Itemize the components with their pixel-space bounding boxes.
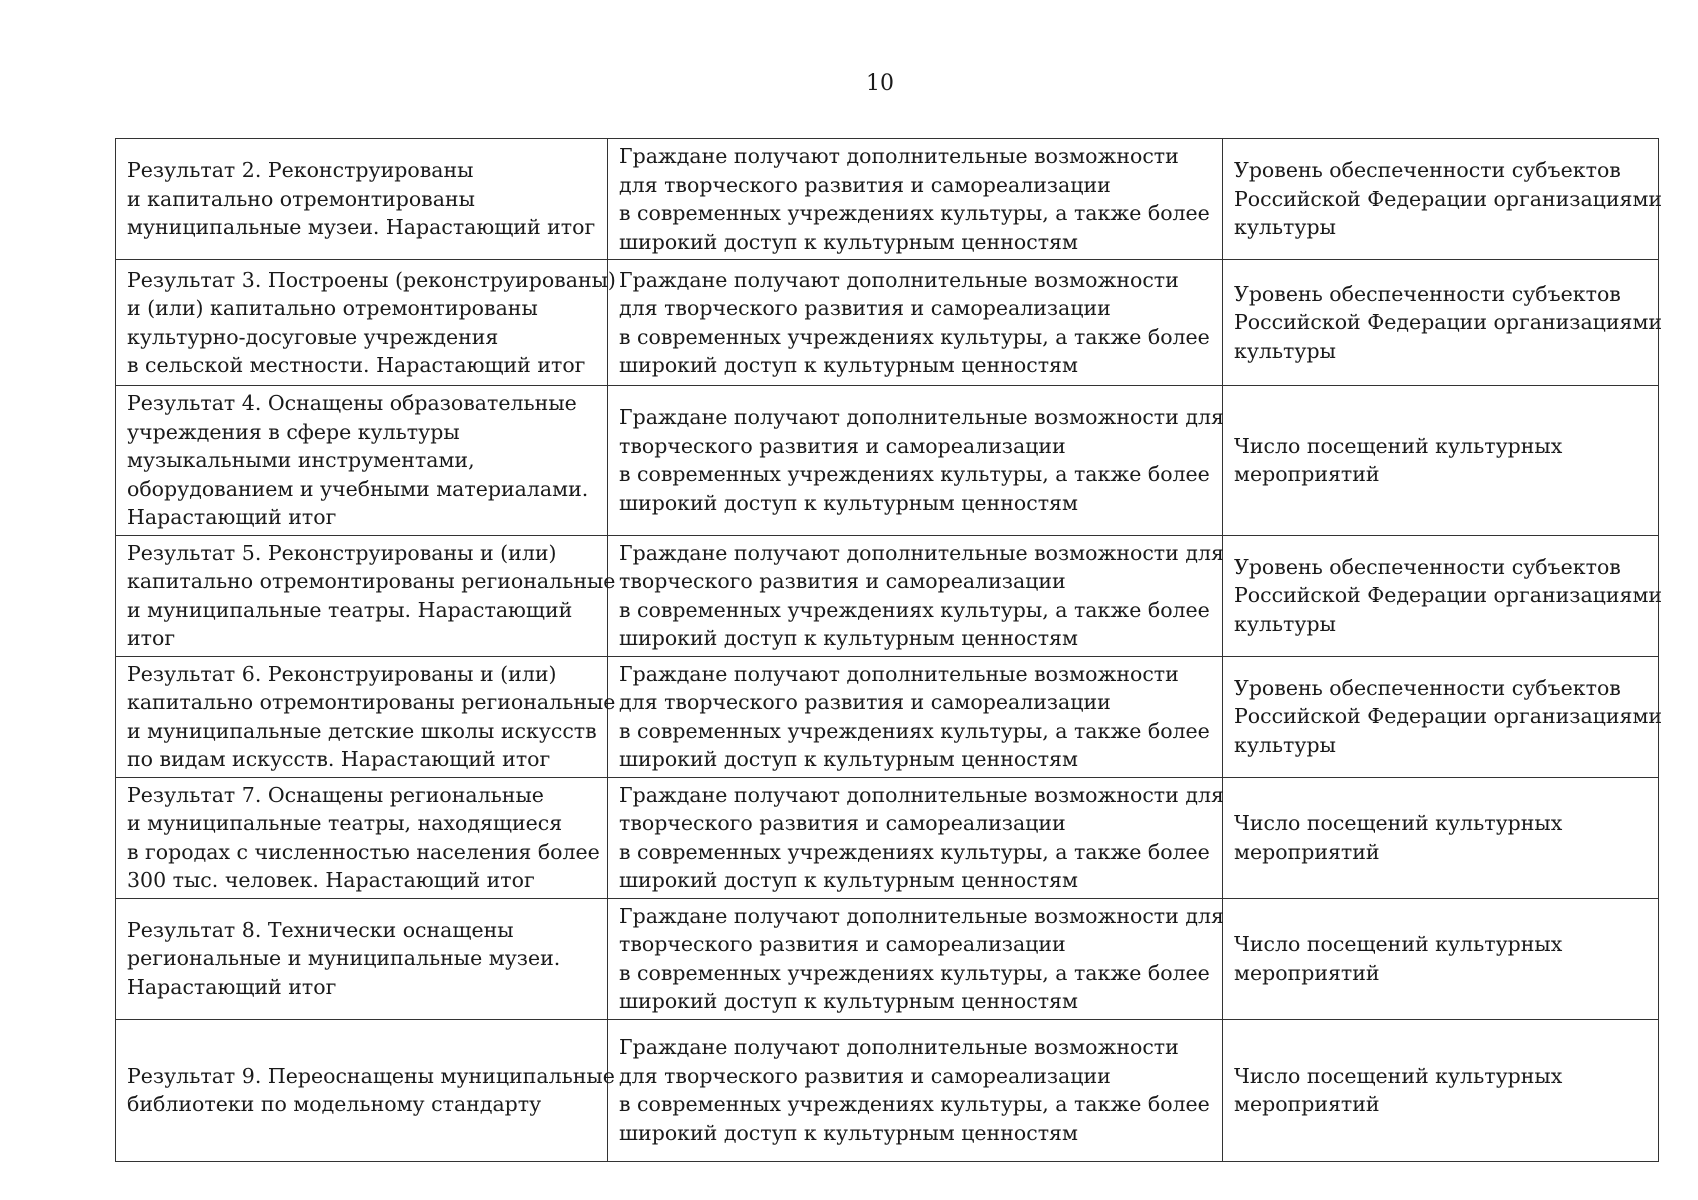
cell-text-line: Нарастающий итог [127,505,337,529]
cell-text-line: региональные и муниципальные музеи. [127,946,561,971]
table-row [116,386,1659,536]
cell-text-line: Результат 4. Оснащены образовательные [127,391,577,415]
effect-cell [608,260,1223,386]
cell-text-line: Результат 7. Оснащены региональные [127,782,544,807]
cell-text-line: библиотеки по модельному стандарту [127,1092,542,1116]
cell-text-line: широкий доступ к культурным ценностям [619,229,1078,254]
indicator-cell [1223,777,1659,898]
result-cell [116,898,608,1019]
cell-text-line: Результат 2. Реконструированы [127,158,474,183]
cell-text-line: для творческого развития и самореализации [619,172,1111,197]
indicator-cell [1223,898,1659,1019]
cell-text-line: и (или) капитально отремонтированы [127,296,538,320]
result-cell [116,260,616,386]
cell-text-line: в современных учреждениях культуры, а также более [619,324,1210,349]
result-cell [116,386,608,536]
cell-text-line: для творческого развития и самореализации [619,1063,1111,1088]
cell-text-line: в сельской местности. Нарастающий итог [127,353,586,377]
cell-text-line: итог [127,626,176,650]
cell-text-line: капитально отремонтированы региональные [127,690,616,714]
cell-text-line: Результат 3. Построены (реконструированы) [127,267,616,292]
cell-text-line: широкий доступ к культурным ценностям [619,989,1078,1013]
results-table-body [116,139,1663,1162]
cell-text-line: творческого развития и самореализации [619,811,1066,835]
cell-text-line: Граждане получают дополнительные возможности для [619,540,1224,565]
cell-text-line: Граждане получают дополнительные возможности для [619,903,1224,928]
indicator-cell [1223,535,1663,656]
cell-text-line: Результат 8. Технически оснащены [127,917,514,942]
cell-text-line: Число посещений культурных [1234,1063,1563,1088]
cell-text-line: в современных учреждениях культуры, а также более [619,597,1210,622]
cell-text-line: музыкальными инструментами, [127,448,475,472]
cell-text-line: Граждане получают дополнительные возможности [619,267,1179,292]
cell-text-line: и капитально отремонтированы [127,186,475,211]
cell-text-line: культуры [1234,732,1336,757]
cell-text-line: Российской Федерации организациями [1234,310,1663,335]
cell-text-line: творческого развития и самореализации [619,433,1066,458]
indicator-cell [1223,139,1663,260]
cell-text-line: в современных учреждениях культуры, а также более [619,462,1210,487]
cell-text-line: творческого развития и самореализации [619,932,1066,956]
table-row [116,535,1659,656]
cell-text-line: оборудованием и учебными материалами. [127,476,589,501]
cell-text-line: капитально отремонтированы региональные [127,569,616,593]
indicator-cell [1223,260,1663,386]
effect-cell [608,386,1223,536]
cell-text-line: Уровень обеспеченности субъектов [1234,675,1621,700]
cell-text-line: широкий доступ к культурным ценностям [619,868,1078,892]
page-number: 10 [866,71,894,96]
result-cell [116,656,616,777]
cell-text-line: для творческого развития и самореализации [619,296,1111,320]
effect-cell [608,656,1223,777]
cell-text-line: мероприятий [1234,1092,1380,1116]
table-row [116,777,1659,898]
cell-text-line: и муниципальные театры, находящиеся [127,811,563,835]
cell-text-line: Результат 5. Реконструированы и (или) [127,540,557,565]
cell-text-line: Граждане получают дополнительные возможности [619,1035,1179,1059]
cell-text-line: Число посещений культурных [1234,811,1563,835]
table-row [116,898,1659,1019]
cell-text-line: широкий доступ к культурным ценностям [619,626,1078,650]
cell-text-line: широкий доступ к культурным ценностям [619,1120,1078,1145]
cell-text-line: Нарастающий итог [127,974,337,999]
effect-cell [608,139,1223,260]
result-cell [116,777,608,898]
cell-text-line: Уровень обеспеченности субъектов [1234,158,1621,183]
cell-text-line: в современных учреждениях культуры, а также более [619,201,1210,225]
cell-text-line: Уровень обеспеченности субъектов [1234,554,1621,579]
cell-text-line: культуры [1234,611,1336,636]
cell-text-line: мероприятий [1234,839,1380,864]
cell-text-line: Результат 6. Реконструированы и (или) [127,661,557,686]
cell-text-line: 300 тыс. человек. Нарастающий итог [127,868,535,892]
cell-text-line: широкий доступ к культурным ценностям [619,747,1078,771]
cell-text-line: мероприятий [1234,960,1380,985]
cell-text-line: мероприятий [1234,462,1380,487]
result-cell [116,535,616,656]
cell-text-line: культурно-досуговые учреждения [127,324,499,349]
cell-text-line: в современных учреждениях культуры, а также более [619,960,1210,985]
cell-text-line: Российской Федерации организациями [1234,583,1663,608]
cell-text-line: культуры [1234,338,1336,363]
cell-text-line: Результат 9. Переоснащены муниципальные [127,1063,615,1088]
effect-cell [608,535,1223,656]
cell-text-line: в современных учреждениях культуры, а также более [619,718,1210,743]
cell-text-line: творческого развития и самореализации [619,569,1066,593]
result-cell [116,1019,615,1161]
cell-text-line: Российской Федерации организациями [1234,704,1663,729]
cell-text-line: Российской Федерации организациями [1234,186,1663,211]
cell-text-line: и муниципальные театры. Нарастающий [127,597,573,622]
effect-cell [608,777,1223,898]
cell-text-line: в современных учреждениях культуры, а также более [619,839,1210,864]
cell-text-line: Граждане получают дополнительные возможности [619,144,1179,168]
effect-cell [608,1019,1223,1161]
effect-cell [608,898,1223,1019]
cell-text-line: Уровень обеспеченности субъектов [1234,281,1621,306]
cell-text-line: и муниципальные детские школы искусств [127,718,597,743]
indicator-cell [1223,1019,1659,1161]
cell-text-line: Граждане получают дополнительные возможности [619,661,1179,686]
table-row [116,139,1659,260]
table-row [116,656,1659,777]
cell-text-line: в городах с численностью населения более [127,839,600,864]
cell-text-line: Число посещений культурных [1234,433,1563,458]
cell-text-line: Граждане получают дополнительные возможности для [619,782,1224,807]
results-table [115,138,1663,1162]
cell-text-line: Число посещений культурных [1234,932,1563,956]
cell-text-line: культуры [1234,215,1336,240]
indicator-cell [1223,386,1659,536]
cell-text-line: широкий доступ к культурным ценностям [619,490,1078,515]
cell-text-line: учреждения в сфере культуры [127,419,460,444]
result-cell [116,139,608,260]
cell-text-line: широкий доступ к культурным ценностям [619,353,1078,377]
cell-text-line: по видам искусств. Нарастающий итог [127,747,551,771]
indicator-cell [1223,656,1663,777]
cell-text-line: муниципальные музеи. Нарастающий итог [127,215,596,240]
table-row [116,260,1659,386]
cell-text-line: Граждане получают дополнительные возможности для [619,405,1224,430]
table-row [116,1019,1659,1161]
cell-text-line: для творческого развития и самореализации [619,690,1111,714]
cell-text-line: в современных учреждениях культуры, а также более [619,1092,1210,1116]
